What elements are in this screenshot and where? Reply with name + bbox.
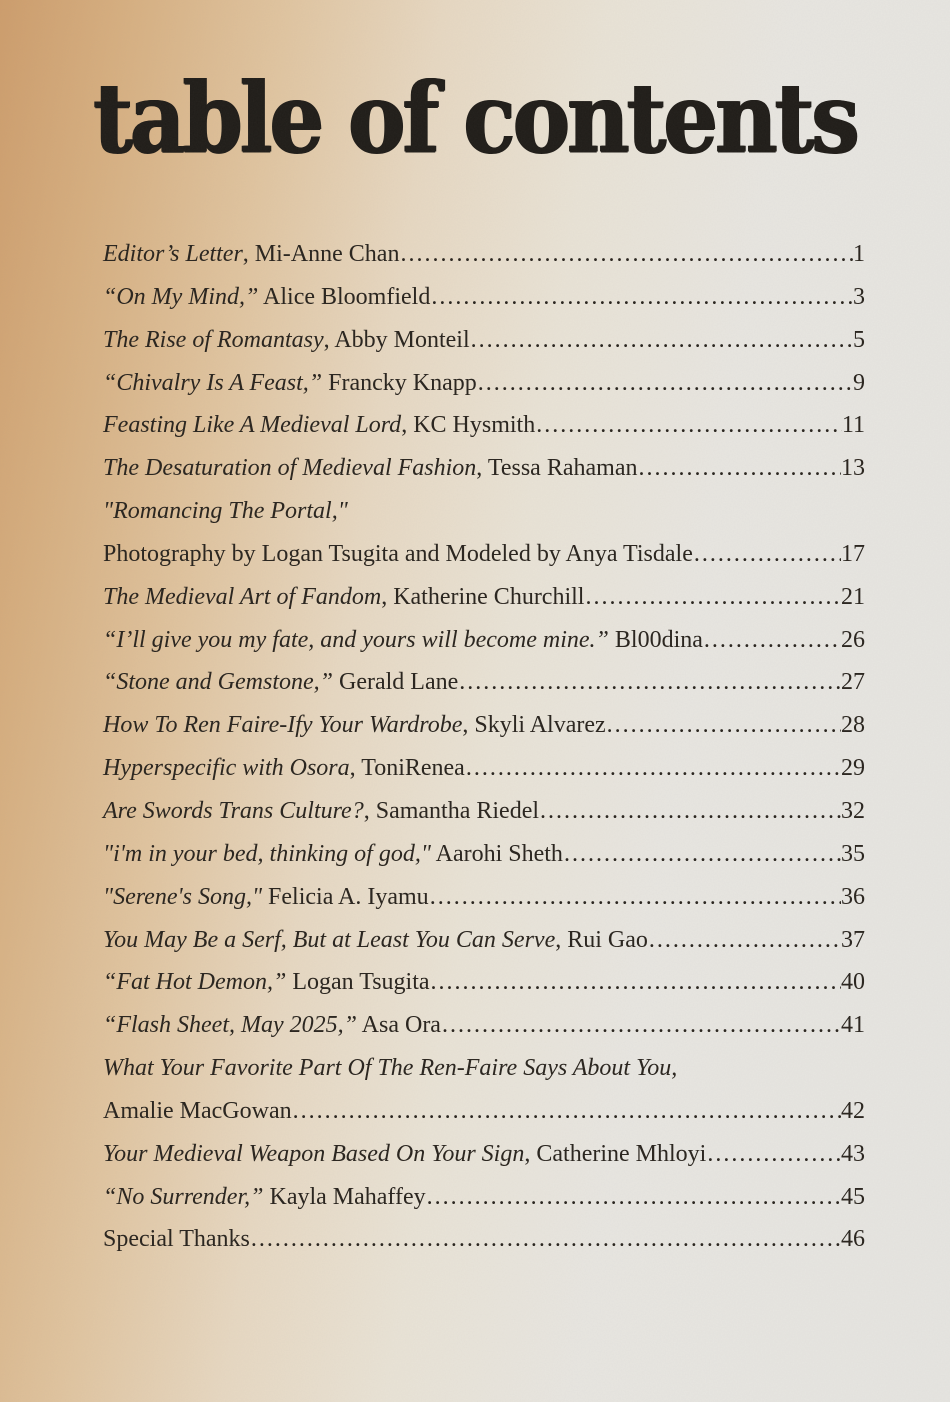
entry-author: , Katherine Churchill (381, 583, 585, 610)
entry-title-author (103, 1098, 292, 1125)
page-number: 35 (841, 840, 865, 867)
entry-title: The Medieval Art of Fandom (103, 583, 382, 610)
entry-title: What Your Favorite Part Of The Ren-Faire Says About You, (103, 1055, 678, 1082)
page-number: 26 (841, 626, 865, 653)
toc-entry (103, 1184, 865, 1227)
entry-title-author (103, 798, 539, 825)
dot-leader (477, 370, 853, 397)
page-number: 36 (841, 883, 865, 910)
entry-title-author (103, 498, 348, 525)
toc-entry (103, 1012, 865, 1055)
toc-entry (103, 712, 865, 755)
entry-author: , Abby Monteil (323, 326, 470, 353)
page-number: 46 (841, 1226, 865, 1253)
dot-leader (539, 798, 841, 825)
entry-title-author (103, 370, 477, 397)
entry-title: How To Ren Faire-Ify Your Wardrobe (103, 712, 463, 739)
page-number: 13 (841, 455, 865, 482)
page-number: 40 (841, 969, 865, 996)
entry-title: "Serene's Song," (103, 883, 263, 910)
entry-title: “Chivalry Is A Feast,” (103, 369, 323, 396)
entry-title-author (103, 412, 535, 439)
toc-entry (103, 241, 865, 284)
dot-leader (637, 455, 841, 482)
entry-author: Francky Knapp (322, 369, 477, 396)
page-number: 17 (841, 540, 865, 567)
dot-leader (535, 412, 842, 439)
toc-entry (103, 498, 865, 541)
entry-author: Alice Bloomfield (258, 283, 431, 310)
page-number: 5 (853, 326, 865, 353)
entry-title: Your Medieval Weapon Based On Your Sign (103, 1140, 525, 1167)
toc-entry (103, 412, 865, 455)
page-number: 3 (853, 283, 865, 310)
dot-leader (430, 284, 853, 311)
page-number: 21 (841, 583, 865, 610)
entry-title: “Flash Sheet, May 2025,” (103, 1012, 357, 1039)
entry-title: Editor’s Letter (103, 241, 243, 267)
dot-leader (429, 884, 841, 911)
toc-entry (103, 1098, 865, 1141)
entry-title: “Stone and Gemstone,” (103, 669, 333, 696)
entry-title-author (103, 327, 470, 354)
dot-leader (584, 584, 841, 611)
dot-leader (703, 627, 841, 654)
toc-entry (103, 841, 865, 884)
entry-title-author (103, 584, 584, 611)
entry-author: , Skyli Alvarez (462, 712, 606, 739)
toc-entry (103, 1141, 865, 1184)
entry-title: “On My Mind,” (103, 283, 259, 310)
toc-list (103, 241, 865, 1269)
entry-title-author (103, 755, 465, 782)
entry-title-author (103, 455, 637, 482)
toc-entry (103, 370, 865, 413)
toc-entry (103, 1226, 865, 1269)
entry-title: You May Be a Serf, But at Least You Can Serve (103, 926, 556, 953)
entry-title: "Romancing The Portal," (103, 498, 348, 525)
dot-leader (399, 241, 853, 268)
entry-author: Bl00dina (608, 626, 703, 653)
toc-entry (103, 669, 865, 712)
entry-author: , ToniRenea (349, 755, 465, 782)
dot-leader (430, 969, 841, 996)
dot-leader (292, 1098, 841, 1125)
page-number: 37 (841, 926, 865, 953)
entry-title-author (103, 1184, 426, 1211)
dot-leader (648, 927, 841, 954)
entry-title-author (103, 884, 429, 911)
toc-entry (103, 284, 865, 327)
page-number: 45 (841, 1183, 865, 1210)
entry-title-author (103, 541, 693, 568)
dot-leader (250, 1226, 841, 1253)
entry-title: Feasting Like A Medieval Lord (103, 412, 402, 439)
page-number: 1 (853, 241, 865, 267)
toc-entry (103, 927, 865, 970)
toc-entry (103, 884, 865, 927)
entry-author: , KC Hysmith (401, 412, 536, 439)
toc-entry (103, 1055, 865, 1098)
entry-title: Hyperspecific with Osora (103, 755, 350, 782)
toc-entry (103, 455, 865, 498)
page-number: 32 (841, 797, 865, 824)
page-number: 27 (841, 669, 865, 696)
dot-leader (441, 1012, 841, 1039)
page-number: 43 (841, 1140, 865, 1167)
entry-title-author (103, 669, 458, 696)
entry-author: Logan Tsugita (286, 969, 430, 996)
entry-title-author (103, 284, 430, 311)
entry-title-author (103, 1141, 706, 1168)
entry-author: Aarohi Sheth (430, 840, 563, 867)
page-number: 9 (853, 369, 865, 396)
entry-author: , Samantha Riedel (363, 797, 540, 824)
toc-entry (103, 541, 865, 584)
entry-title-author (103, 627, 703, 654)
entry-title-author (103, 841, 563, 868)
entry-title: The Desaturation of Medieval Fashion (103, 455, 477, 482)
dot-leader (693, 541, 841, 568)
toc-entry (103, 755, 865, 798)
entry-title-author (103, 969, 430, 996)
toc-entry (103, 584, 865, 627)
dot-leader (706, 1141, 841, 1168)
entry-author: Amalie MacGowan (103, 1097, 292, 1124)
entry-title: "i'm in your bed, thinking of god," (103, 840, 431, 867)
entry-title-author (103, 241, 399, 268)
entry-author: Kayla Mahaffey (263, 1183, 426, 1210)
entry-title: Are Swords Trans Culture? (103, 797, 364, 824)
entry-title: “Fat Hot Demon,” (103, 969, 287, 996)
dot-leader (458, 669, 841, 696)
dot-leader (465, 755, 841, 782)
dot-leader (426, 1184, 841, 1211)
entry-author: Special Thanks (103, 1226, 250, 1253)
entry-title-author (103, 1055, 677, 1082)
entry-title: The Rise of Romantasy (103, 326, 324, 353)
page-number: 42 (841, 1097, 865, 1124)
entry-title-author (103, 927, 648, 954)
page-title: table of contents (93, 62, 857, 176)
dot-leader (470, 327, 853, 354)
entry-title-author (103, 1226, 250, 1253)
page-number: 29 (841, 755, 865, 782)
dot-leader (563, 841, 841, 868)
entry-author: Gerald Lane (333, 669, 459, 696)
entry-title: “I’ll give you my fate, and yours will become mine.” (103, 626, 609, 653)
page-number: 11 (841, 412, 865, 439)
entry-author: , Mi-Anne Chan (242, 241, 400, 267)
entry-author: Photography by Logan Tsugita and Modeled by Anya Tisdale (103, 540, 693, 567)
page-number: 41 (841, 1012, 865, 1039)
entry-title-author (103, 1012, 441, 1039)
entry-author: , Rui Gao (555, 926, 648, 953)
toc-entry (103, 798, 865, 841)
entry-author: , Catherine Mhloyi (524, 1140, 707, 1167)
entry-author: Felicia A. Iyamu (262, 883, 429, 910)
page-number: 28 (841, 712, 865, 739)
entry-title-author (103, 712, 606, 739)
toc-entry (103, 627, 865, 670)
toc-entry (103, 969, 865, 1012)
entry-title: “No Surrender,” (103, 1183, 264, 1210)
toc-entry (103, 327, 865, 370)
dot-leader (606, 712, 841, 739)
entry-author: Asa Ora (356, 1012, 441, 1039)
entry-author: , Tessa Rahaman (476, 455, 638, 482)
